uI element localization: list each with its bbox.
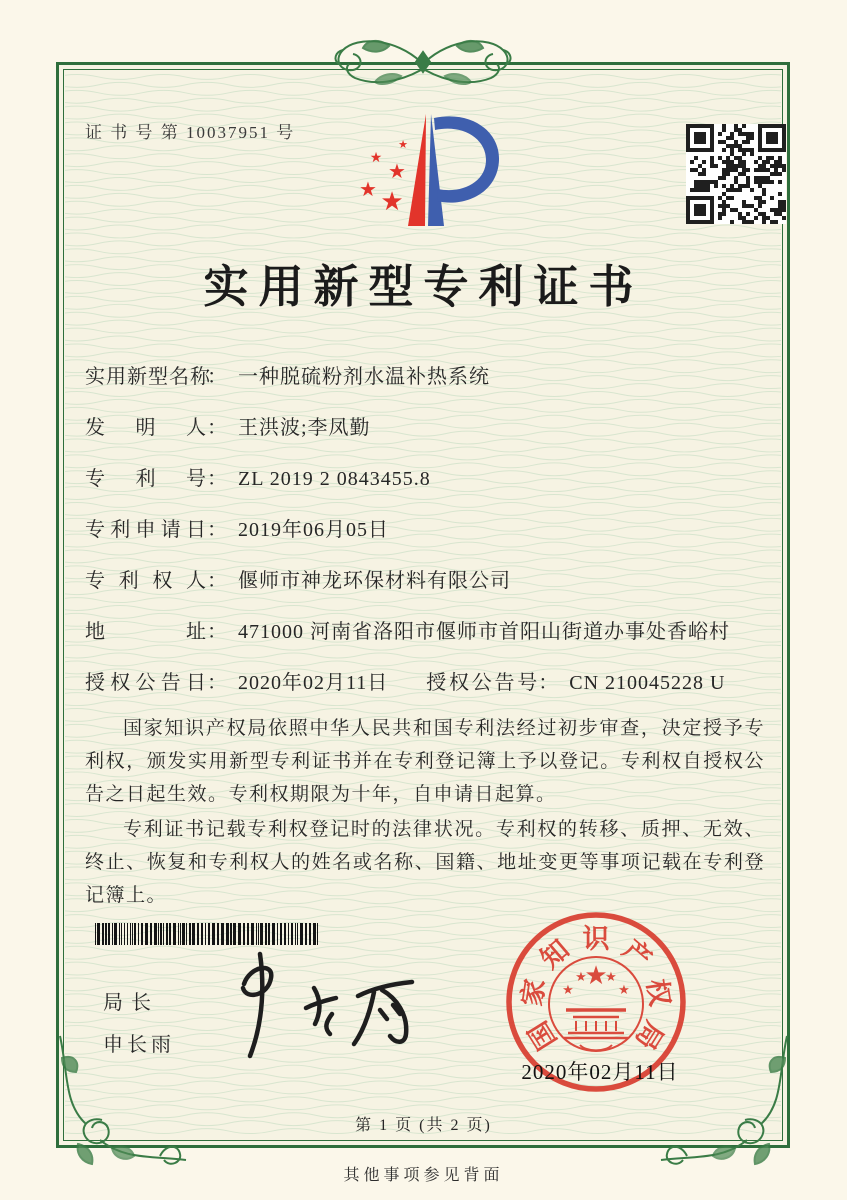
- svg-text:识: 识: [582, 924, 610, 954]
- colon: ：: [207, 672, 228, 694]
- seal-date: 2020年02月11日: [521, 1060, 679, 1084]
- svg-text:★: ★: [359, 177, 377, 201]
- field-row-filing-date: [85, 515, 765, 545]
- svg-text:知: 知: [534, 934, 575, 975]
- commissioner-name: 申长雨: [103, 1034, 175, 1056]
- colon: ：: [207, 417, 228, 439]
- footer-note: 其他事项参见背面: [343, 1167, 504, 1184]
- colon: ：: [207, 519, 228, 541]
- field-list: [85, 362, 765, 719]
- qr-code: [686, 124, 786, 224]
- svg-text:★: ★: [584, 961, 608, 991]
- legal-paragraph-1: 国家知识产权局依照中华人民共和国专利法经过初步审查，决定授予专利权，颁发实用新型专利证书并在专利登记簿上予以登记。专利权自授权公告之日起生效。专利权期限为十年，自申请日起算。: [85, 718, 765, 805]
- svg-text:★: ★: [575, 970, 587, 985]
- svg-text:产: 产: [617, 934, 658, 975]
- cnipa-logo: [340, 98, 510, 238]
- field-label: 专利号: [85, 468, 207, 490]
- logo-p-bowl: [434, 116, 499, 202]
- field-row-patent-no: [85, 464, 765, 494]
- legal-text: [85, 712, 765, 914]
- grant-date-label: 授权公告日: [85, 672, 207, 694]
- colon: ：: [207, 621, 228, 643]
- commissioner-signature: [222, 942, 437, 1062]
- field-row-name: [85, 362, 765, 392]
- certificate-title: 实用新型专利证书: [203, 262, 644, 312]
- commissioner-title: 局长: [103, 992, 159, 1014]
- field-row-address: [85, 617, 765, 647]
- svg-text:★: ★: [380, 187, 404, 217]
- field-value: 2019年06月05日: [238, 519, 389, 541]
- field-value: ZL 2019 2 0843455.8: [238, 468, 431, 490]
- field-value: 王洪波;李凤勤: [238, 417, 371, 439]
- colon: ：: [207, 366, 228, 388]
- field-label: 地址: [85, 621, 207, 643]
- svg-text:★: ★: [562, 983, 574, 998]
- logo-stars: [359, 138, 408, 217]
- field-value: 471000 河南省洛阳市偃师市首阳山街道办事处香峪村: [238, 621, 730, 643]
- svg-text:局: 局: [629, 1016, 670, 1055]
- field-row-inventor: [85, 413, 765, 443]
- svg-text:★: ★: [605, 970, 617, 985]
- field-value: 一种脱硫粉剂水温补热系统: [238, 366, 490, 388]
- svg-text:★: ★: [369, 150, 383, 166]
- field-label: 专利权人: [85, 570, 207, 592]
- field-label: 实用新型名称: [85, 366, 211, 388]
- colon: ：: [207, 570, 228, 592]
- logo-red-wedge: [408, 114, 426, 226]
- field-label: 发明人: [85, 417, 207, 439]
- field-row-patentee: [85, 566, 765, 596]
- colon: ：: [538, 672, 560, 694]
- svg-text:★: ★: [618, 983, 630, 998]
- page-number: 第 1 页 (共 2 页): [355, 1117, 492, 1134]
- colon: ：: [207, 468, 228, 490]
- grant-no-value: CN 210045228 U: [569, 672, 726, 694]
- field-label: 专利申请日: [85, 519, 207, 541]
- logo-blue-wedge: [428, 114, 444, 226]
- field-row-grant: [85, 668, 765, 698]
- svg-text:★: ★: [388, 159, 406, 183]
- field-value: 偃师市神龙环保材料有限公司: [238, 570, 511, 592]
- grant-date-value: 2020年02月11日: [238, 672, 389, 694]
- seal-emblem: [549, 957, 643, 1051]
- svg-text:国: 国: [522, 1016, 563, 1055]
- top-scroll-ornament: [293, 24, 553, 96]
- certificate-number: 证 书 号 第 10037951 号: [85, 123, 296, 142]
- legal-paragraph-2: 专利证书记载专利权登记时的法律状况。专利权的转移、质押、无效、终止、恢复和专利权人的姓名或名称、国籍、地址变更等事项记载在专利登记簿上。: [85, 819, 765, 906]
- svg-text:★: ★: [398, 138, 408, 151]
- svg-text:家: 家: [516, 976, 551, 1009]
- grant-no-label: 授权公告号: [426, 672, 539, 694]
- svg-text:权: 权: [641, 976, 676, 1009]
